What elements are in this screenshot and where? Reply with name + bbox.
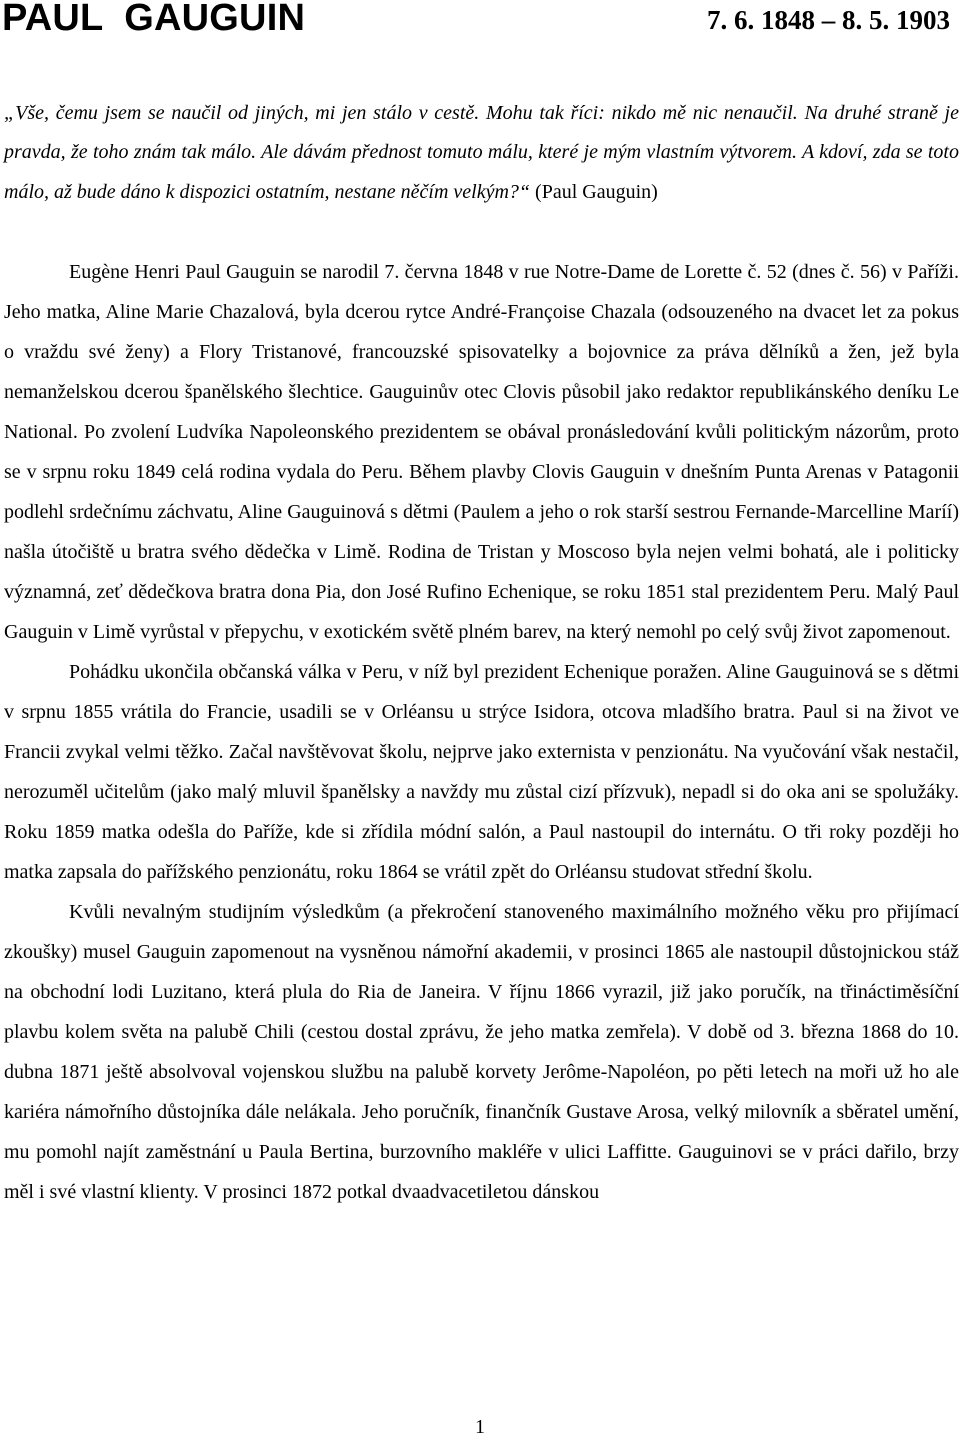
opening-quote <box>4 94 959 212</box>
document-body <box>4 94 959 1212</box>
paragraph-naval-career: Kvůli nevalným studijním výsledkům (a překročení stanoveného maximálního možného věku pro přijímací zkoušky) musel Gauguin zapomenout na vysněnou námořní akademii, v prosinci 1865 ale nastoupil důstojnickou stáž na obchodní lodi Luzitano, která plula do Ria de Janeira. V říjnu 1866 vyrazil, již jako poručík, na třináctiměsíční plavbu kolem světa na palubě Chili (cestou dostal zprávu, že jeho matka zemřela). V době od 3. března 1868 do 10. dubna 1871 ještě absolvoval vojenskou službu na palubě korvety Jerôme-Napoléon, po pěti letech na moři už ho ale kariéra námořního důstojníka dále nelákala. Jeho poručník, finančník Gustave Arosa, velký milovník a sběratel umění, mu pomohl najít zaměstnání u Paula Bertina, burzovního makléře v ulici Laffitte. Gauguinovi se v práci dařilo, brzy měl i své vlastní klienty. V prosinci 1872 potkal dvaadvacetiletou dánskou <box>4 900 959 1203</box>
paragraph-birth-and-childhood: Eugène Henri Paul Gauguin se narodil 7. června 1848 v rue Notre-Dame de Lorette č. 52 (dnes č. 56) v Paříži. Jeho matka, Aline Marie Chazalová, byla dcerou rytce André-Françoise Chazala (odsouzeného na dvacet let za pokus o vraždu své ženy) a Flory Tristanové, francouzské spisovatelky a bojovnice za práva dělníků a žen, jež byla nemanželskou dcerou španělského šlechtice. Gauguinův otec Clovis působil jako redaktor republikánského deníku Le National. Po zvolení Ludvíka Napoleonského prezidentem se obával pronásledování kvůli politickým názorům, proto se v srpnu roku 1849 celá rodina vydala do Peru. Během plavby Clovis Gauguin v dnešním Punta Arenas v Patagonii podlehl srdečnímu záchvatu, Aline Gauguinová s dětmi (Paulem a jeho o rok starší sestrou Fernande-Marcelline Maríí) našla útočiště u bratra svého dědečka v Limě. Rodina de Tristan y Moscoso byla nejen velmi bohatá, ale i politicky významná, zeť dědečkova bratra dona Pia, don José Rufino Echenique, se roku 1851 stal prezidentem Peru. Malý Paul Gauguin v Limě vyrůstal v přepychu, v exotickém světě plném barev, na který nemohl po celý svůj život zapomenout. <box>4 260 959 643</box>
life-dates: 7. 6. 1848 – 8. 5. 1903 <box>707 5 950 35</box>
page-header <box>0 0 960 44</box>
quote-attribution: (Paul Gauguin) <box>530 180 658 203</box>
page-number: 1 <box>475 1416 485 1438</box>
page-title: PAUL GAUGUIN <box>2 0 306 39</box>
paragraph-return-to-france: Pohádku ukončila občanská válka v Peru, v níž byl prezident Echenique poražen. Aline Gauguinová se s dětmi v srpnu 1855 vrátila do Francie, usadili se v Orléansu u strýce Isidora, otcova mladšího bratra. Paul si na život ve Francii zvykal velmi těžko. Začal navštěvovat školu, nejprve jako externista v penzionátu. Na vyučování však nestačil, nerozuměl učitelům (jako malý mluvil španělsky a navždy mu zůstal cizí přízvuk), nepadl si do oka ani se spolužáky. Roku 1859 matka odešla do Paříže, kde si zřídila módní salón, a Paul nastoupil do internátu. O tři roky později ho matka zapsala do pařížského penzionátu, roku 1864 se vrátil zpět do Orléansu studovat střední školu. <box>4 660 959 883</box>
quote-text: „Vše, čemu jsem se naučil od jiných, mi jen stálo v cestě. Mohu tak říci: nikdo mě nic nenaučil. Na druhé straně je pravda, že toho znám tak málo. Ale dávám přednost tomuto málu, které je mým vlastním výtvorem. A kdoví, zda se toto málo, až bude dáno k dispozici ostatním, nestane něčím velkým?“ <box>4 102 959 203</box>
